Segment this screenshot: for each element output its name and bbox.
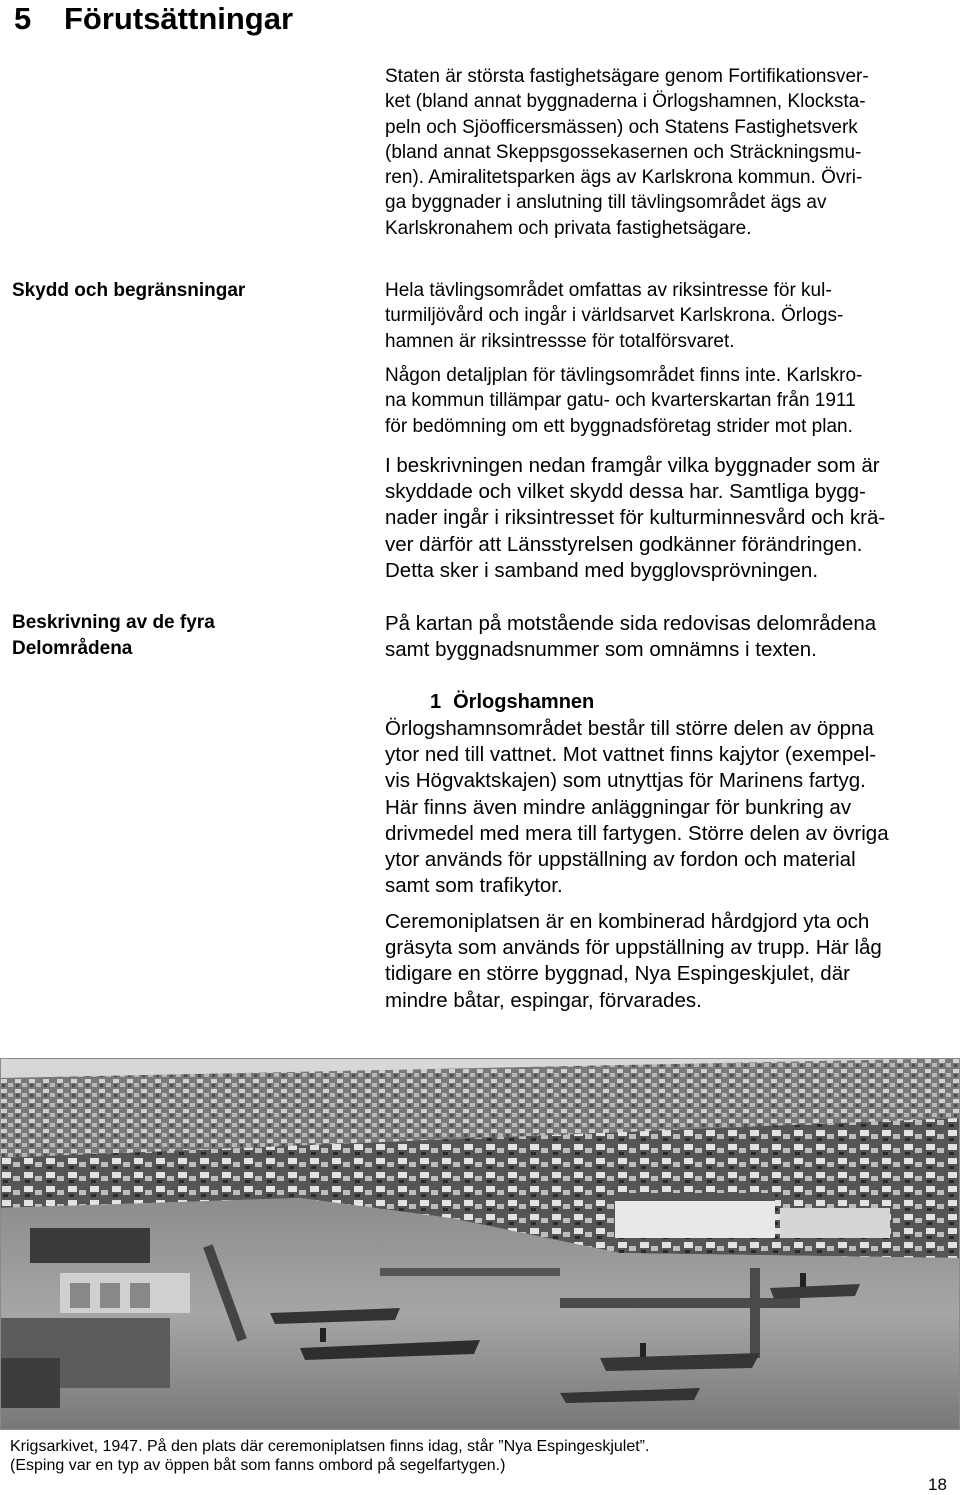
text-line: skyddade och vilket skydd dessa har. Samtliga bygg-: [385, 480, 866, 504]
text-line: Örlogshamnsområdet består till större delen av öppna: [385, 717, 874, 740]
subsection-paragraph-2: [385, 909, 950, 1014]
subsection-heading: [430, 689, 594, 715]
text-line: ket (bland annat byggnaderna i Örlogshamnen, Klocksta-: [385, 91, 866, 113]
text-line: Ceremoniplatsen är en kombinerad hårdgjord yta och: [385, 910, 870, 933]
text-line: Karlskronahem och privata fastighetsägare.: [385, 217, 752, 239]
text-line: I beskrivningen nedan framgår vilka byggnader som är: [385, 454, 880, 477]
intro-paragraph: [385, 64, 945, 241]
text-line: mindre båtar, espingar, förvarades.: [385, 988, 702, 1012]
text-line: Här finns även mindre anläggningar för bunkring av: [385, 795, 852, 819]
heading-line: Beskrivning av de fyra: [12, 612, 215, 633]
text-line: turmiljövård och ingår i världsarvet Karlskrona. Örlogs-: [385, 305, 844, 327]
text-line: drivmedel med mera till fartygen. Större delen av övriga: [385, 821, 889, 845]
text-line: På kartan på motstående sida redovisas delområdena: [385, 612, 877, 635]
text-line: hamnen är riksintressse för totalförsvaret.: [385, 330, 735, 352]
text-line: ver därför att Länsstyrelsen godkänner förändringen.: [385, 532, 863, 556]
caption-line: (Esping var en typ av öppen båt som fanns ombord på segelfartygen.): [10, 1457, 506, 1474]
text-line: Hela tävlingsområdet omfattas av riksintresse för kul-: [385, 280, 832, 301]
text-line: ytor används för uppställning av fordon och material: [385, 848, 856, 872]
page-number: 18: [928, 1475, 947, 1494]
photo-caption: [10, 1437, 910, 1475]
skydd-paragraph-1: [385, 278, 945, 354]
beskrivning-paragraph: [385, 611, 950, 663]
text-line: (bland annat Skeppsgossekasernen och Sträckningsmu-: [385, 141, 862, 163]
section-number: 5: [14, 1, 32, 36]
caption-line: Krigsarkivet, 1947. På den plats där ceremoniplatsen finns idag, står ”Nya Espingeskjulet”.: [10, 1438, 650, 1455]
text-line: samt byggnadsnummer som omnämns i texten.: [385, 638, 817, 662]
text-line: peln och Sjöofficersmässen) och Statens Fastighetsverk: [385, 116, 858, 138]
text-line: vis Högvaktskajen) som utnyttjas för Marinens fartyg.: [385, 769, 866, 793]
text-line: ytor ned till vattnet. Mot vattnet finns kajytor (exempel-: [385, 743, 877, 767]
skydd-heading: Skydd och begränsningar: [12, 280, 246, 301]
text-line: Detta sker i samband med bygglovsprövningen.: [385, 558, 819, 582]
section-title: Förutsättningar: [64, 1, 294, 36]
subsection-number: 1: [430, 691, 442, 713]
subsection-title: Örlogshamnen: [453, 691, 595, 713]
beskrivning-heading: [12, 610, 312, 662]
skydd-paragraph-2: [385, 363, 945, 439]
text-line: ren). Amiralitetsparken ägs av Karlskrona kommun. Övri-: [385, 167, 863, 189]
text-line: nader ingår i riksintresset för kulturminnesvård och krä-: [385, 506, 886, 530]
text-line: na kommun tillämpar gatu- och kvarterskartan från 1911: [385, 390, 856, 412]
text-line: ga byggnader i anslutning till tävlingsområdet ägs av: [385, 192, 827, 214]
text-line: Staten är största fastighetsägare genom Fortifikationsver-: [385, 66, 869, 87]
heading-line: Delområdena: [12, 638, 133, 659]
text-line: Någon detaljplan för tävlingsområdet finns inte. Karlskro-: [385, 365, 863, 386]
text-line: samt som trafikytor.: [385, 874, 563, 898]
aerial-photo-harbor-icon: [0, 1058, 960, 1430]
text-line: för bedömning om ett byggnadsföretag strider mot plan.: [385, 415, 853, 437]
text-line: tidigare en större byggnad, Nya Espingeskjulet, där: [385, 962, 850, 986]
subsection-paragraph-1: [385, 716, 950, 899]
skydd-paragraph-3: [385, 453, 950, 584]
text-line: gräsyta som används för uppställning av trupp. Här låg: [385, 936, 882, 960]
section-heading: [14, 0, 293, 38]
